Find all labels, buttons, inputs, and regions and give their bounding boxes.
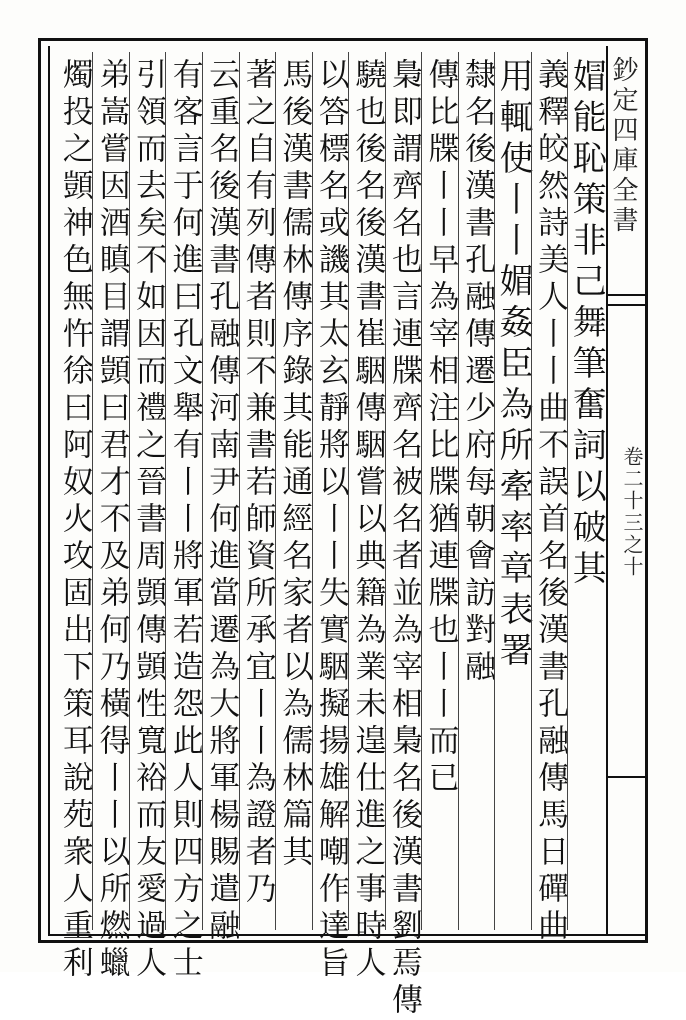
text-column (385, 52, 422, 1020)
book-title: 鈔定四庫全書 (608, 56, 638, 236)
text-column (202, 52, 240, 946)
column-text: 著之自有列傳者則不兼書若師資所承宜丨丨為證者乃 (239, 58, 276, 909)
fishtail-mark (608, 304, 648, 306)
column-text: 驍也後名後漢書崔駰傳駰嘗以典籍為業未遑仕進之事時人 (349, 58, 386, 983)
column-text: 馬後漢書儒林傳序錄其能通經名家者以為儒林篇其 (276, 58, 313, 872)
column-text: 燭投之顗神色無忤徐曰阿奴火攻固出下策耳說苑衆人重利 (56, 58, 93, 983)
text-column (348, 52, 386, 983)
column-text: 義釋皎然詩美人丨丨曲不誤首名後漢書孔融傳馬日磾曲 (532, 58, 569, 946)
fishtail-mark (608, 776, 648, 778)
column-text: 弟嵩嘗因酒瞋目謂顗曰君才不及弟何乃橫得丨丨以所燃蠟 (93, 58, 130, 983)
fishtail-mark (608, 294, 648, 296)
column-text: 云重名後漢書孔融傳河南尹何進當遷為大將軍楊賜遣融 (203, 58, 240, 946)
column-text: 媢能恥策非己舞筆奮詞以破其 (566, 58, 607, 591)
text-column (92, 52, 130, 983)
text-column (275, 52, 312, 930)
column-text: 有客言于何進曰孔文舉有丨丨將軍若造怨此人則四方之士 (166, 58, 203, 983)
column-text: 用輒使丨丨媚姦臣為所牽率章表署 (493, 58, 534, 673)
text-column (239, 52, 276, 930)
text-column (566, 52, 607, 930)
text-column (421, 52, 458, 930)
text-column (165, 52, 203, 983)
text-body (56, 52, 607, 1020)
margin-column (606, 46, 646, 936)
text-column (56, 52, 93, 983)
text-column (531, 52, 569, 946)
text-column (129, 52, 167, 983)
text-column (312, 52, 349, 983)
column-text: 傳比牒丨丨早為宰相注比牒猶連牒也丨丨而已 (422, 58, 459, 798)
column-text: 隸名後漢書孔融傳遷少府每朝會訪對融 (459, 58, 496, 687)
column-text: 引領而去矣不如因而禮之晉書周顗傳顗性寬裕而友愛過人 (130, 58, 167, 983)
text-column (458, 52, 495, 930)
text-column (493, 52, 534, 930)
column-text: 以答標名或譏其太玄靜將以丨丨失實駰擬揚雄解嘲作達旨 (312, 58, 349, 983)
volume-label: 卷二十三之十 (620, 446, 644, 578)
column-text: 梟即謂齊名也言連牒齊名被名者並為宰相梟名後漢書劉焉傳 (385, 58, 422, 1020)
